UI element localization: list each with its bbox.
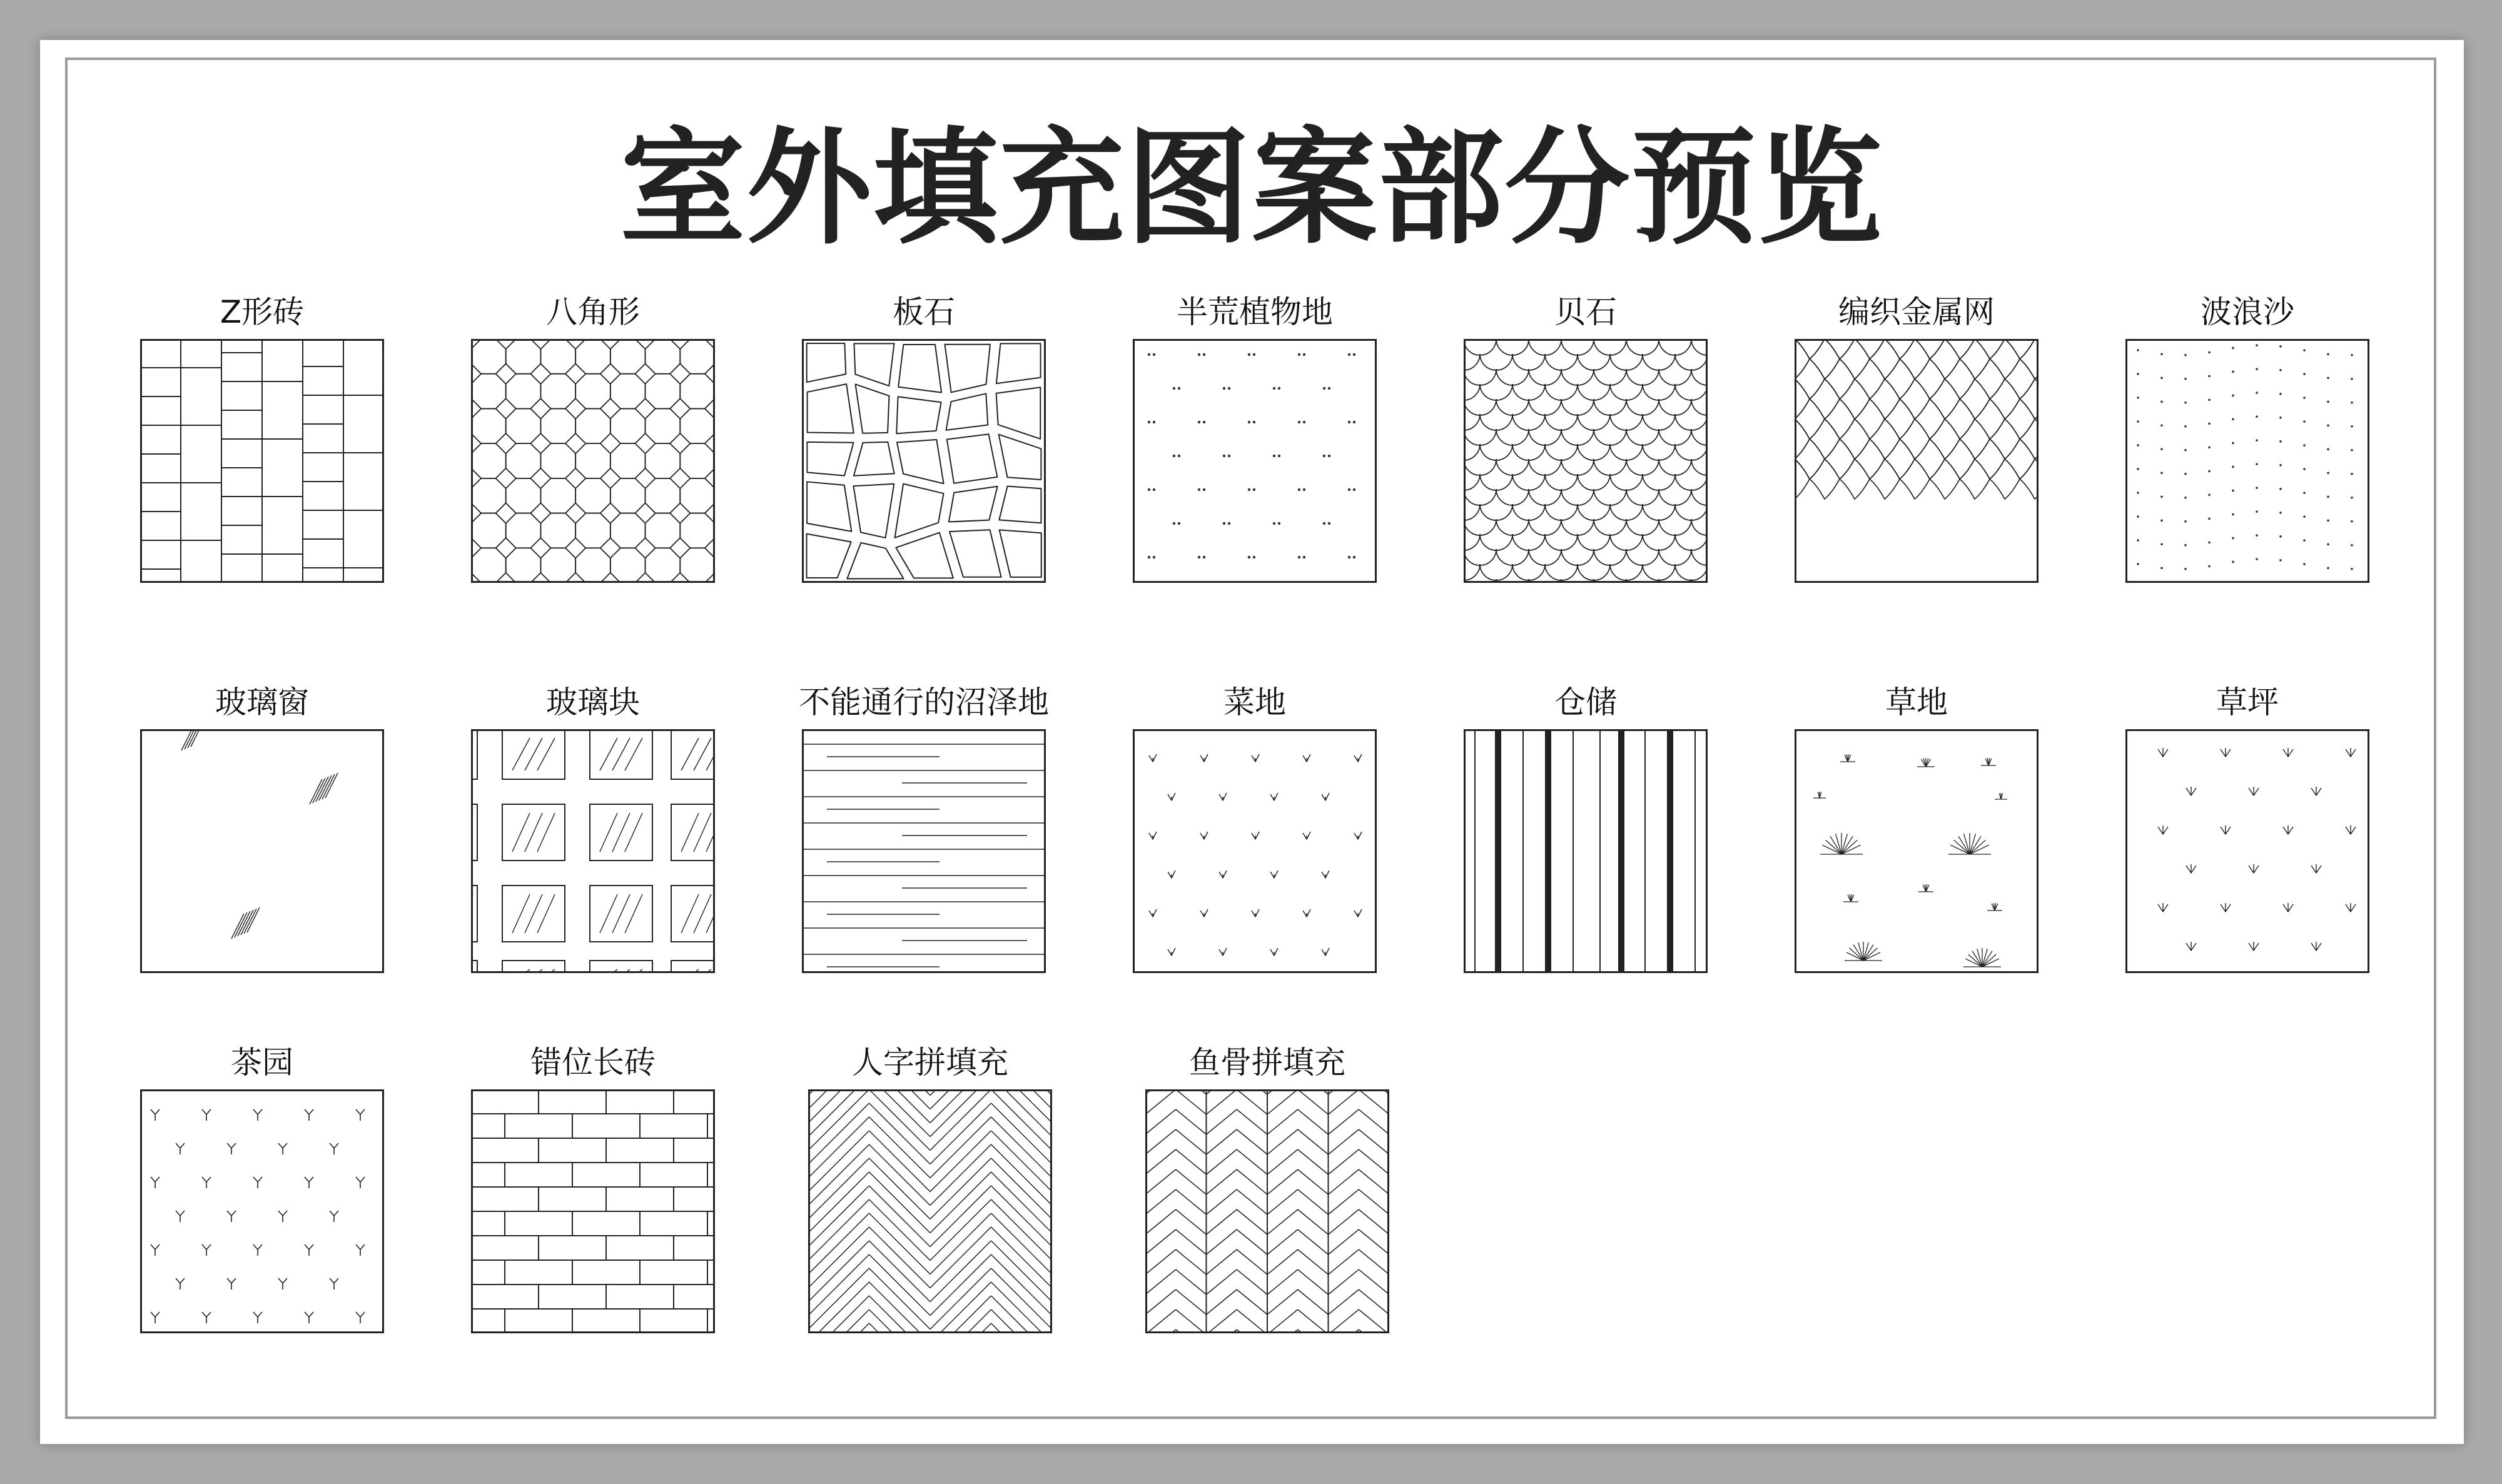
pattern-fill-fishbone bbox=[1145, 1089, 1389, 1333]
pattern-label: 鱼骨拼填充 bbox=[1189, 1044, 1345, 1081]
pattern-swatch-woven-mesh bbox=[1795, 339, 2039, 583]
pattern-fill-herringbone bbox=[808, 1089, 1052, 1333]
pattern-fill-vegetable-field bbox=[1149, 754, 1362, 956]
pattern-border bbox=[1796, 730, 2038, 972]
pattern-swatch-grassland bbox=[1795, 729, 2039, 973]
pattern-label: 不能通行的沼泽地 bbox=[799, 684, 1049, 720]
pattern-label: 半荒植物地 bbox=[1177, 294, 1333, 330]
pattern-fill-woven-mesh bbox=[1795, 339, 2039, 499]
pattern-swatch-z-brick bbox=[140, 339, 384, 583]
pattern-swatch-vegetable-field bbox=[1133, 729, 1377, 973]
pattern-label: 菜地 bbox=[1223, 684, 1286, 720]
pattern-label: 编织金属网 bbox=[1838, 294, 1995, 330]
pattern-swatch-storage bbox=[1464, 729, 1708, 973]
pattern-fill-glass-block bbox=[471, 729, 715, 973]
pattern-border bbox=[2127, 730, 2369, 972]
pattern-border bbox=[472, 340, 714, 582]
pattern-label: 玻璃窗 bbox=[215, 684, 309, 720]
pattern-swatch-octagon bbox=[471, 339, 715, 583]
pattern-swatch-glass-window bbox=[140, 729, 384, 973]
pattern-label: 错位长砖 bbox=[530, 1044, 656, 1081]
pattern-swatch-impassable-swamp bbox=[802, 729, 1046, 973]
pattern-label: 仓储 bbox=[1554, 684, 1617, 720]
pattern-grid bbox=[40, 40, 2464, 1444]
pattern-fill-octagon bbox=[471, 339, 715, 583]
pattern-fill-semi-barren-plant bbox=[1148, 353, 1355, 558]
pattern-fill-flagstone bbox=[807, 343, 1041, 578]
pattern-border bbox=[1134, 730, 1376, 972]
pattern-fill-glass-window bbox=[181, 729, 338, 939]
pattern-swatch-glass-block bbox=[471, 729, 715, 973]
pattern-label: 贝石 bbox=[1554, 294, 1617, 330]
pattern-swatch-flagstone bbox=[802, 339, 1046, 583]
pattern-fill-tea-garden bbox=[151, 1109, 365, 1323]
drawing-sheet bbox=[40, 40, 2464, 1444]
pattern-fill-shell-stone bbox=[1464, 339, 1708, 583]
pattern-label: 八角形 bbox=[546, 294, 640, 330]
pattern-fill-lawn bbox=[2158, 748, 2356, 951]
pattern-label: 人字拼填充 bbox=[852, 1044, 1008, 1081]
pattern-border bbox=[803, 730, 1045, 972]
pattern-swatch-fishbone bbox=[1145, 1089, 1389, 1333]
pattern-border bbox=[141, 730, 383, 972]
pattern-label: 玻璃块 bbox=[546, 684, 640, 720]
pattern-swatch-semi-barren-plant bbox=[1133, 339, 1377, 583]
pattern-swatch-wave-sand bbox=[2125, 339, 2369, 583]
pattern-label: 板石 bbox=[893, 294, 955, 330]
pattern-label: 草地 bbox=[1885, 684, 1948, 720]
pattern-fill-impassable-swamp bbox=[802, 744, 1046, 967]
pattern-fill-staggered-brick bbox=[471, 1089, 715, 1333]
pattern-fill-wave-sand bbox=[2137, 344, 2353, 570]
pattern-label: 波浪沙 bbox=[2201, 294, 2294, 330]
pattern-swatch-shell-stone bbox=[1464, 339, 1708, 583]
pattern-label: 茶园 bbox=[231, 1044, 293, 1081]
pattern-swatch-tea-garden bbox=[140, 1089, 384, 1333]
pattern-fill-grassland bbox=[1813, 754, 2007, 967]
pattern-swatch-staggered-brick bbox=[471, 1089, 715, 1333]
pattern-border bbox=[2127, 340, 2369, 582]
pattern-fill-storage bbox=[1475, 729, 1695, 973]
pattern-fill-z-brick bbox=[140, 339, 384, 583]
pattern-label: 草坪 bbox=[2216, 684, 2279, 720]
pattern-border bbox=[141, 1091, 383, 1333]
pattern-border bbox=[803, 340, 1045, 582]
pattern-border bbox=[1134, 340, 1376, 582]
pattern-swatch-herringbone bbox=[808, 1089, 1052, 1333]
pattern-label: Z形砖 bbox=[220, 294, 305, 330]
pattern-swatch-lawn bbox=[2125, 729, 2369, 973]
page-title: 室外填充图案部分预览 bbox=[620, 116, 1884, 261]
pattern-border bbox=[472, 730, 714, 972]
